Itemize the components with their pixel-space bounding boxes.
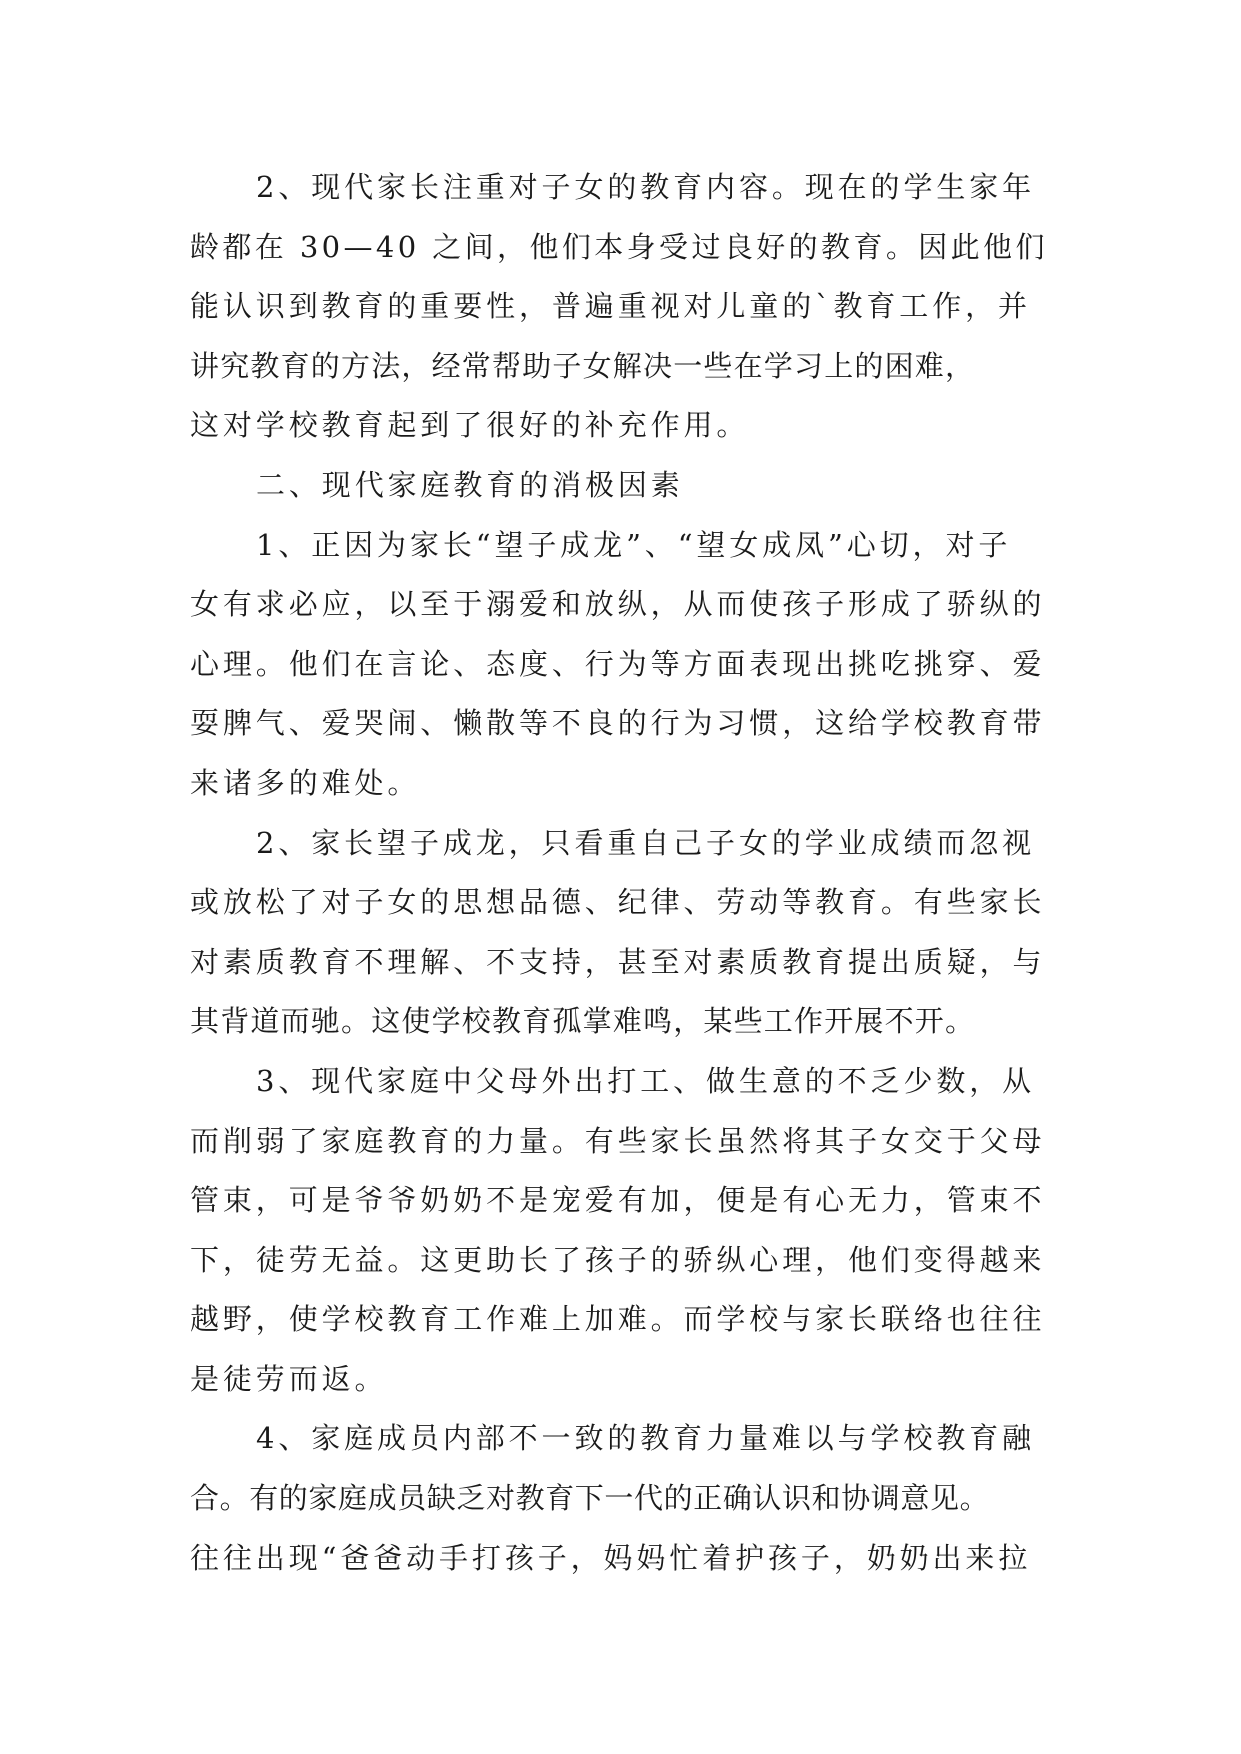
text-line: 而削弱了家庭教育的力量。有些家长虽然将其子女交于父母: [190, 1123, 1046, 1158]
text-line: 3、现代家庭中父母外出打工、做生意的不乏少数，从: [256, 1063, 1036, 1098]
text-line: 2、现代家长注重对子女的教育内容。现在的学生家年: [256, 170, 1036, 204]
text-line: 来诸多的难处。: [190, 765, 421, 800]
heading-text: 二、现代家庭教育的消极因素: [256, 467, 684, 502]
text-line: 是徒劳而返。: [190, 1361, 388, 1396]
paragraph-spoiling: [190, 516, 1056, 814]
section-heading-negative-factors: [190, 456, 1056, 516]
text-line: 能认识到教育的重要性，普遍重视对儿童的`教育工作，并: [190, 289, 1031, 324]
text-line: 管束，可是爷爷奶奶不是宠爱有加，便是有心无力，管束不: [190, 1183, 1046, 1218]
paragraph-academic-focus: [190, 814, 1056, 1052]
document-body: [190, 158, 1056, 1588]
text-line: 其背道而驰。这使学校教育孤掌难鸣，某些工作开展不开。: [190, 1004, 976, 1039]
text-line: 1、正因为家长“望子成龙”、“望女成凤”心切，对子: [256, 527, 1012, 562]
text-line: 越野，使学校教育工作难上加难。而学校与家长联络也往往: [190, 1302, 1046, 1337]
text-line: 合。有的家庭成员缺乏对教育下一代的正确认识和协调意见。: [190, 1481, 990, 1516]
paragraph-migrant-parents: [190, 1052, 1056, 1410]
text-line: 2、家长望子成龙，只看重自己子女的学业成绩而忽视: [256, 825, 1036, 860]
text-line: 或放松了对子女的思想品德、纪律、劳动等教育。有些家长: [190, 885, 1046, 920]
text-line: 讲究教育的方法，经常帮助子女解决一些在学习上的困难，: [190, 348, 976, 383]
text-line: 下，徒劳无益。这更助长了孩子的骄纵心理，他们变得越来: [190, 1242, 1046, 1277]
text-line: 4、家庭成员内部不一致的教育力量难以与学校教育融: [256, 1421, 1036, 1456]
paragraph-family-inconsistency: [190, 1409, 1056, 1588]
text-line: 往往出现“爸爸动手打孩子，妈妈忙着护孩子，奶奶出来拉: [190, 1540, 1032, 1575]
text-line: 女有求必应，以至于溺爱和放纵，从而使孩子形成了骄纵的: [190, 587, 1046, 622]
text-line: 心理。他们在言论、态度、行为等方面表现出挑吃挑穿、爱: [190, 646, 1046, 681]
text-line: 耍脾气、爱哭闹、懒散等不良的行为习惯，这给学校教育带: [190, 706, 1046, 741]
text-line: 龄都在 30—40 之间，他们本身受过良好的教育。因此他们: [190, 229, 1048, 264]
paragraph-parents-education-content: [190, 158, 1056, 456]
text-line: 对素质教育不理解、不支持，甚至对素质教育提出质疑，与: [190, 944, 1046, 979]
text-line: 这对学校教育起到了很好的补充作用。: [190, 408, 750, 443]
